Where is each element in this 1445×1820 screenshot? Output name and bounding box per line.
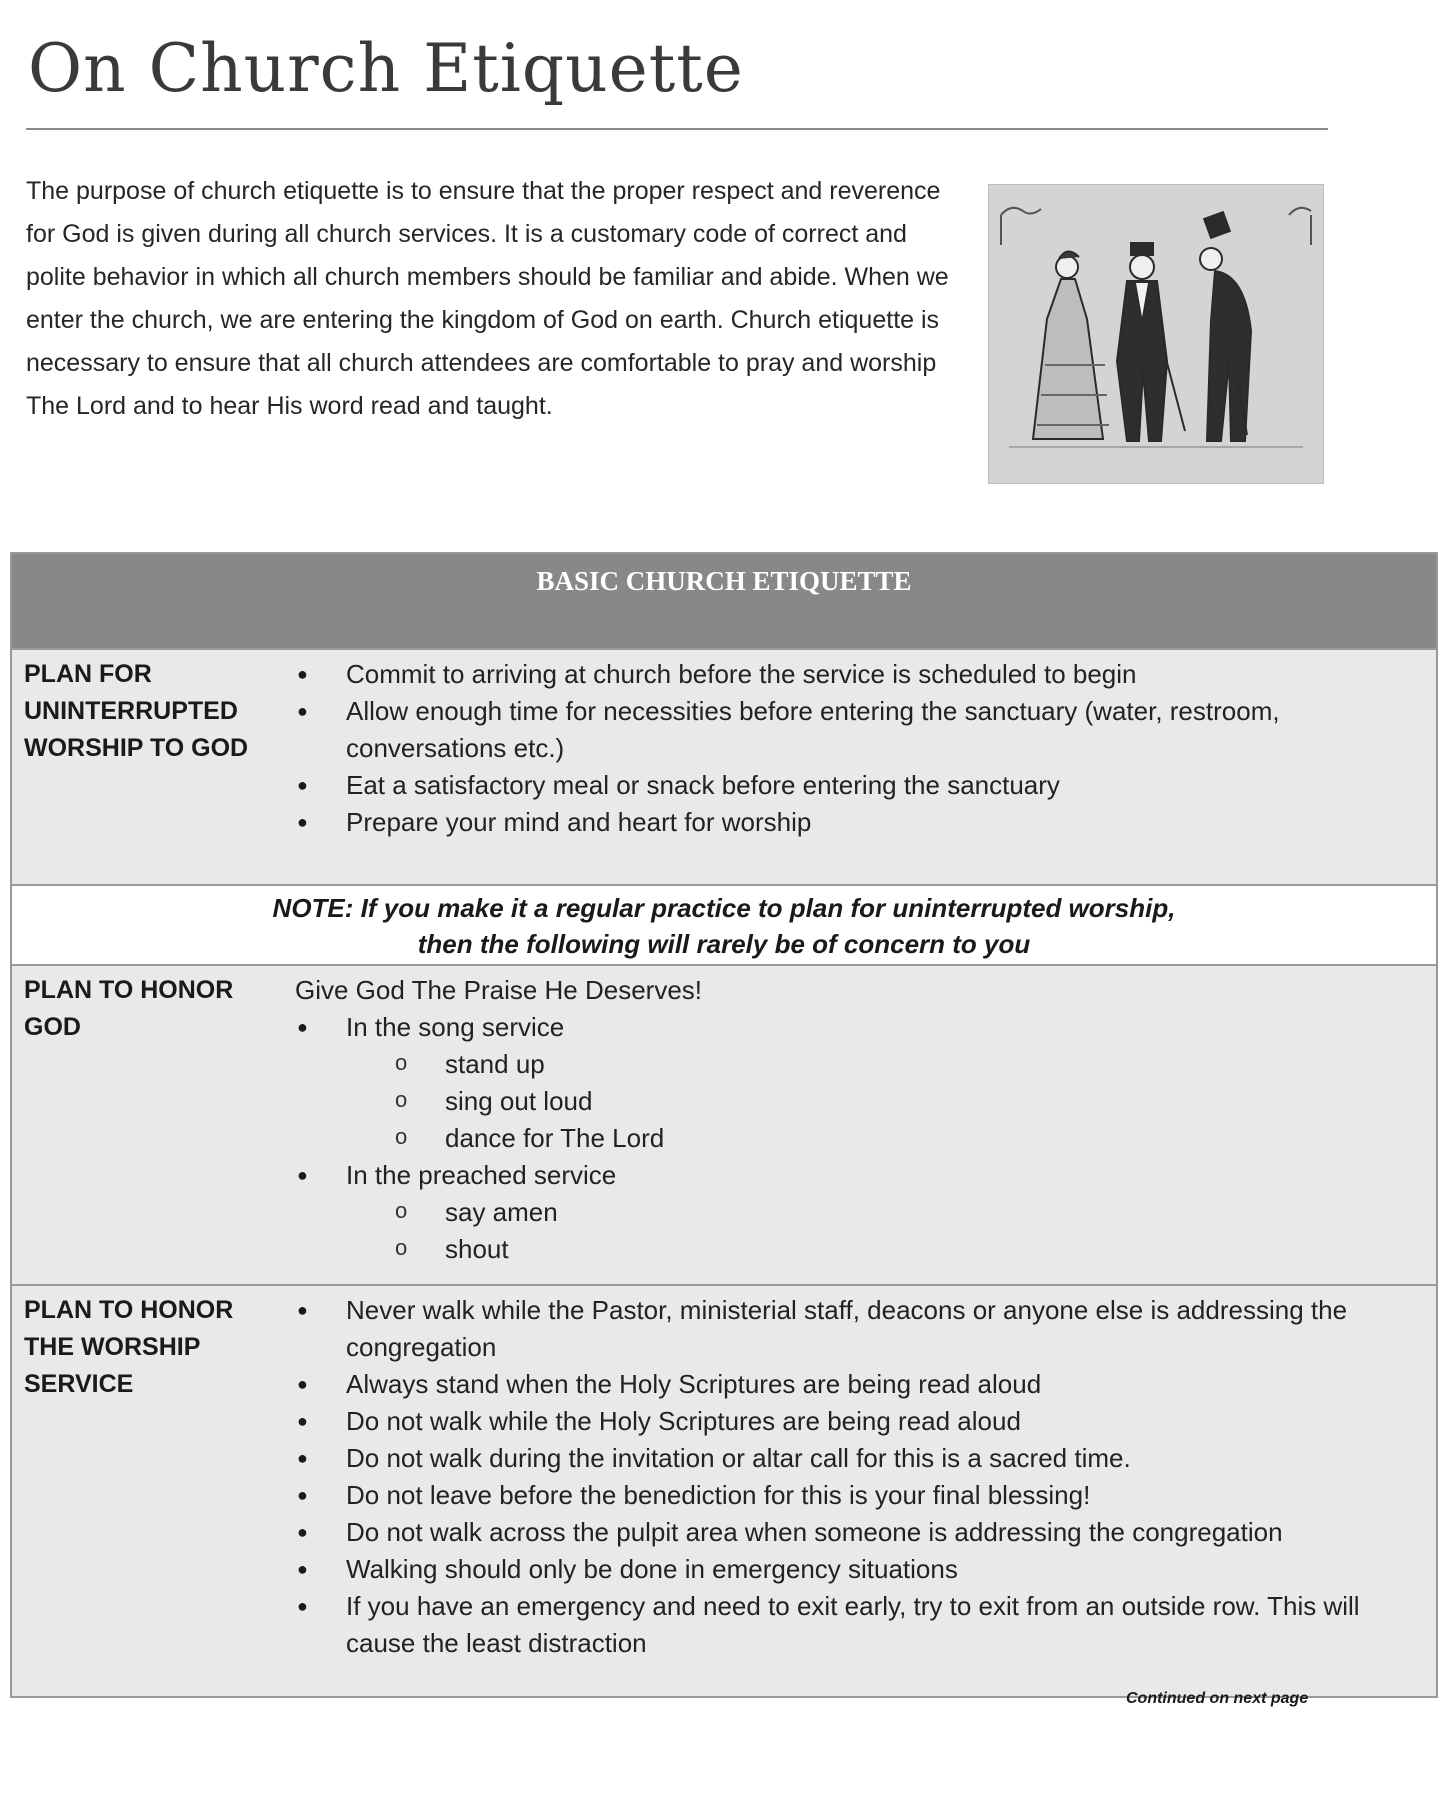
bullet-list (295, 1009, 1422, 1268)
list-item: ● Eat a satisfactory meal or snack before entering the sanctuary (295, 767, 1422, 804)
sub-item: o shout (295, 1231, 1422, 1268)
bullet-list (295, 1292, 1422, 1662)
list-item: ● Allow enough time for necessities before entering the sanctuary (water, restroom, conversations etc.) (295, 693, 1422, 767)
list-item: ● Never walk while the Pastor, ministerial staff, deacons or anyone else is addressing the congregation (295, 1292, 1422, 1366)
list-item: ● Walking should only be done in emergency situations (295, 1551, 1422, 1588)
note-line: then the following will rarely be of concern to you (417, 929, 1031, 959)
note-line: NOTE: If you make it a regular practice to plan for uninterrupted worship, (272, 893, 1176, 923)
list-item: ● Prepare your mind and heart for worship (295, 804, 1422, 841)
table-header: BASIC CHURCH ETIQUETTE (12, 554, 1436, 650)
row-honor-god (12, 966, 1436, 1286)
list-item: ● Do not leave before the benediction for this is your final blessing! (295, 1477, 1422, 1514)
list-item: ● Always stand when the Holy Scriptures are being read aloud (295, 1366, 1422, 1403)
sub-item: o say amen (295, 1194, 1422, 1231)
sub-item: o stand up (295, 1046, 1422, 1083)
sub-item: o dance for The Lord (295, 1120, 1422, 1157)
page-title: On Church Etiquette (28, 30, 744, 107)
sub-list (346, 1046, 1422, 1157)
list-item: ● If you have an emergency and need to exit early, try to exit from an outside row. This will cause the least distraction (295, 1588, 1422, 1662)
sub-list (346, 1194, 1422, 1268)
note-row (12, 886, 1436, 966)
list-item: ● In the song service o stand up o sing out loud o dance for The Lord (295, 1009, 1422, 1157)
sub-item: o sing out loud (295, 1083, 1422, 1120)
praise-heading: Give God The Praise He Deserves! (295, 975, 703, 1005)
title-divider (26, 128, 1328, 130)
row-label: PLAN TO HONOR THE WORSHIP SERVICE (24, 1296, 234, 1398)
list-item: ● Do not walk during the invitation or altar call for this is a sacred time. (295, 1440, 1422, 1477)
list-item: ● Do not walk while the Holy Scriptures are being read aloud (295, 1403, 1422, 1440)
list-item: ● Commit to arriving at church before the service is scheduled to begin (295, 656, 1422, 693)
row-label: PLAN TO HONOR GOD (24, 976, 234, 1041)
intro-paragraph: The purpose of church etiquette is to ensure that the proper respect and reverence for God is given during all church services. It is a customary code of correct and polite behavior in which all church members should be familiar and abide. When we enter the church, we are entering the kingdom of God on earth. Church etiquette is necessary to ensure that all church attendees are comfortable to pray and worship The Lord and to hear His word read and taught. (26, 177, 949, 420)
list-item: ● In the preached service o say amen o shout (295, 1157, 1422, 1268)
etiquette-table (10, 552, 1438, 1698)
row-uninterrupted-worship (12, 650, 1436, 886)
row-label: PLAN FOR UNINTERRUPTED WORSHIP TO GOD (24, 660, 249, 762)
row-honor-worship-service (12, 1286, 1436, 1696)
continued-note: Continued on next page (1126, 1690, 1309, 1707)
bullet-list (295, 656, 1422, 841)
victorian-figures-illustration (988, 184, 1324, 484)
list-item: ● Do not walk across the pulpit area when someone is addressing the congregation (295, 1514, 1422, 1551)
